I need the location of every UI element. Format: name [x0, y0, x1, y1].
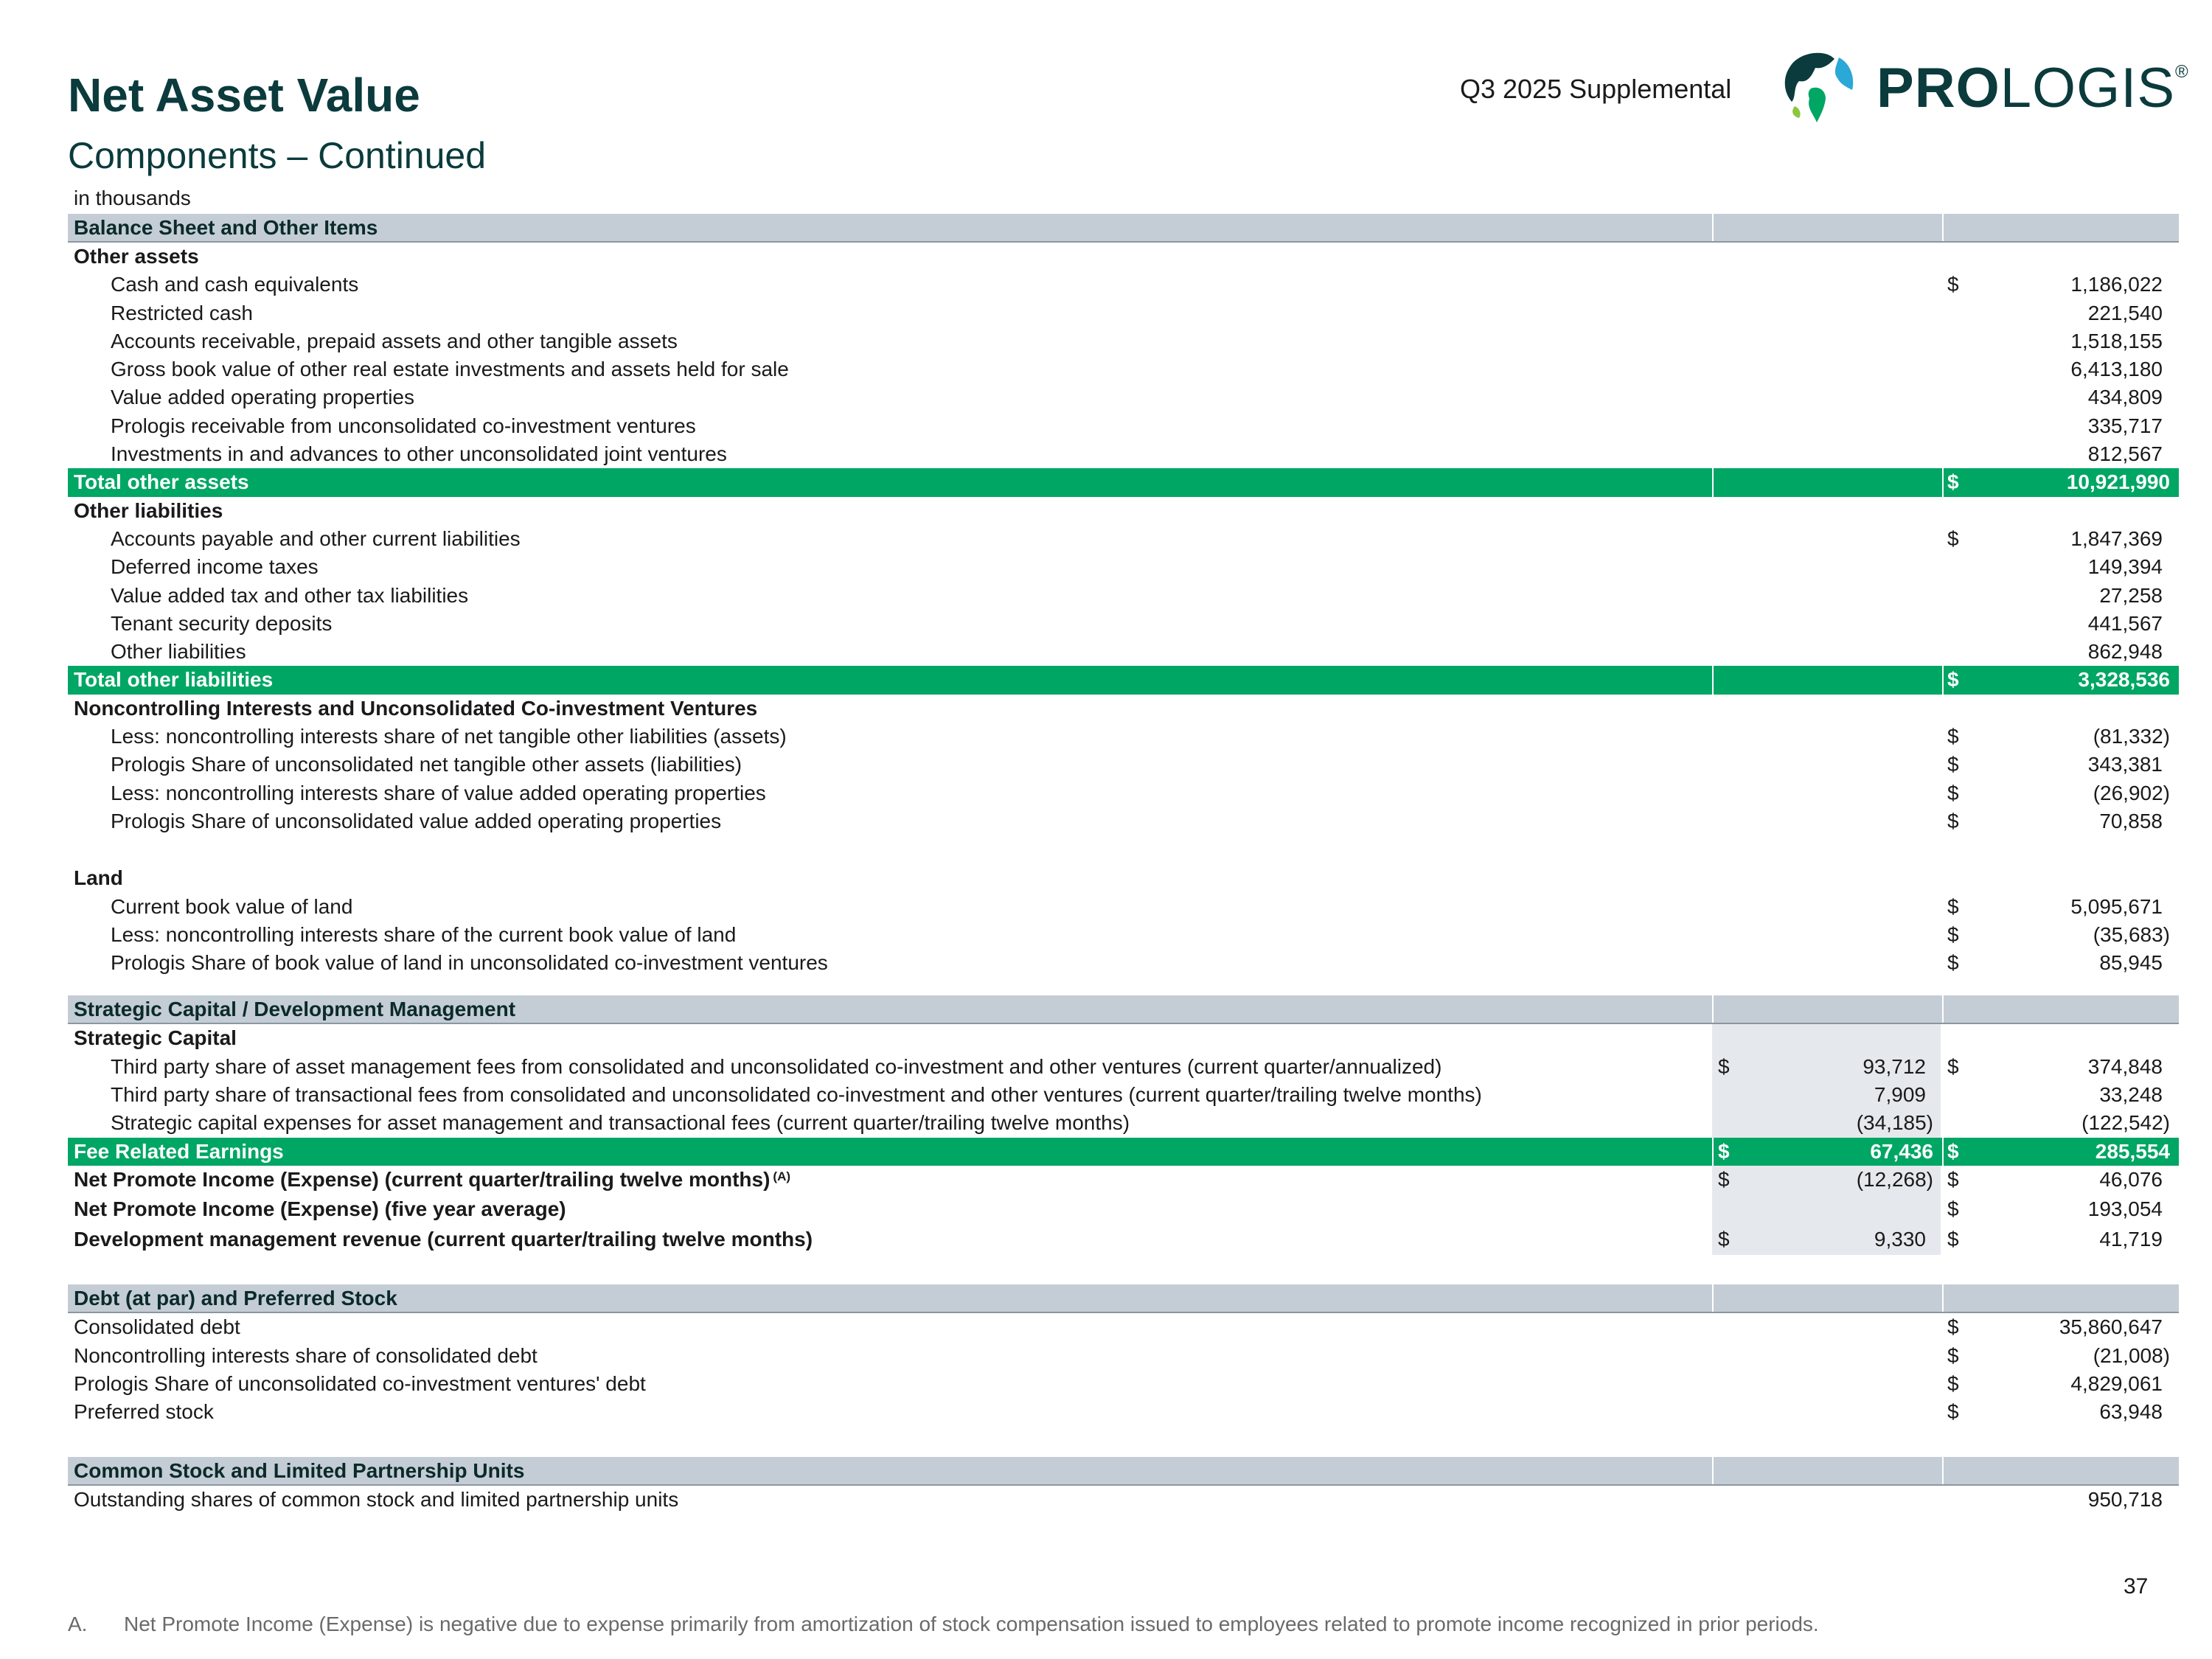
table-row: Prologis Share of book value of land in unconsolidated co-investment ventures $ 85,945 [111, 951, 2163, 975]
table-row: Deferred income taxes 149,394 [111, 555, 2163, 579]
table-row: Value added operating properties 434,809 [111, 386, 2163, 409]
footnote-text: Net Promote Income (Expense) is negative due to expense primarily from amortization of stock compensation issued to employees related to promote income recognized in prior periods. [124, 1613, 1819, 1635]
spacer [68, 1427, 2179, 1457]
table-row: Third party share of transactional fees from consolidated and unconsolidated co-investment and other ventures (current quarter/trailing twelve months) 7,909 33,248 [68, 1081, 2179, 1109]
spacer [68, 1255, 2179, 1284]
group-heading: Strategic Capital [68, 1024, 2179, 1052]
table-row: Restricted cash 221,540 [111, 301, 2163, 324]
total-row: Total other assets $ 10,921,990 [68, 468, 2179, 496]
table-row: Prologis Share of unconsolidated net tangible other assets (liabilities) $ 343,381 [111, 753, 2163, 776]
footnote-marker: (A) [773, 1169, 791, 1183]
supplemental-label: Q3 2025 Supplemental [1460, 74, 1732, 104]
globe-icon [1777, 46, 1860, 128]
table-row: Less: noncontrolling interests share of value added operating properties $ (26,902) [111, 781, 2170, 804]
table-row: Accounts receivable, prepaid assets and other tangible assets 1,518,155 [111, 329, 2163, 352]
table-row: Current book value of land $ 5,095,671 [111, 894, 2163, 918]
group-heading: Other assets [74, 245, 199, 268]
total-row: Fee Related Earnings $ 67,436 $ 285,554 [68, 1138, 2179, 1166]
group-heading: Land [74, 866, 123, 890]
prologis-logo [1777, 46, 2189, 128]
section-header: Common Stock and Limited Partnership Units [68, 1457, 2179, 1486]
logo-wordmark: PROLOGIS® [1877, 57, 2189, 119]
section-header: Balance Sheet and Other Items [68, 214, 2179, 243]
section-header: Strategic Capital / Development Management [68, 995, 2179, 1024]
table-row: Less: noncontrolling interests share of the current book value of land $ (35,683) [111, 922, 2170, 946]
section-header: Debt (at par) and Preferred Stock [68, 1284, 2179, 1313]
table-row: Outstanding shares of common stock and limited partnership units 950,718 [74, 1487, 2163, 1511]
table-row: Tenant security deposits 441,567 [111, 611, 2163, 635]
table-row: Development management revenue (current quarter/trailing twelve months) $ 9,330 $ 41,719 [68, 1225, 2179, 1256]
table-row: Value added tax and other tax liabilities 27,258 [111, 583, 2163, 607]
table-row: Cash and cash equivalents $ 1,186,022 [111, 273, 2163, 296]
page-title: Net Asset Value [68, 69, 420, 122]
table-row: Investments in and advances to other unconsolidated joint ventures 812,567 [111, 442, 2163, 466]
footnote-letter: A. [68, 1613, 88, 1635]
table-row: Other liabilities 862,948 [111, 640, 2163, 664]
table-row: Preferred stock $ 63,948 [74, 1400, 2163, 1424]
nav-components-table [68, 214, 2179, 1514]
spacer [68, 835, 2179, 864]
table-row: Noncontrolling interests share of consolidated debt $ (21,008) [74, 1343, 2170, 1367]
table-row: Net Promote Income (Expense) (current quarter/trailing twelve months) $^{(A)}$ $ (12,268) $ 46,076 [68, 1166, 2179, 1196]
group-heading: Noncontrolling Interests and Unconsolidated Co-investment Ventures [74, 696, 758, 720]
page-number: 37 [2124, 1574, 2149, 1599]
table-row: Prologis Share of unconsolidated value added operating properties $ 70,858 [111, 809, 2163, 832]
table-row: Strategic capital expenses for asset management and transactional fees (current quarter/trailing twelve months) (34,185) (122,542) [68, 1109, 2179, 1137]
table-row: Prologis receivable from unconsolidated co-investment ventures 335,717 [111, 414, 2163, 437]
table-row: Prologis Share of unconsolidated co-investment ventures' debt $ 4,829,061 [74, 1372, 2163, 1395]
page-subtitle: Components – Continued [68, 135, 487, 176]
table-row: Accounts payable and other current liabilities $ 1,847,369 [111, 526, 2163, 550]
units-label: in thousands [74, 187, 191, 209]
table-row: Third party share of asset management fees from consolidated and unconsolidated co-investment and other ventures (current quarter/annualized) $ 93,712 $ 374,848 [68, 1053, 2179, 1081]
table-row: Consolidated debt $ 35,860,647 [74, 1315, 2163, 1339]
table-row: Net Promote Income (Expense) (five year average) $ 193,054 [68, 1195, 2179, 1225]
spacer [68, 977, 2179, 995]
group-heading: Other liabilities [74, 498, 223, 522]
table-row: Less: noncontrolling interests share of net tangible other liabilities (assets) $ (81,332) [111, 725, 2170, 748]
total-row: Total other liabilities $ 3,328,536 [68, 666, 2179, 694]
table-row: Gross book value of other real estate investments and assets held for sale 6,413,180 [111, 358, 2163, 381]
